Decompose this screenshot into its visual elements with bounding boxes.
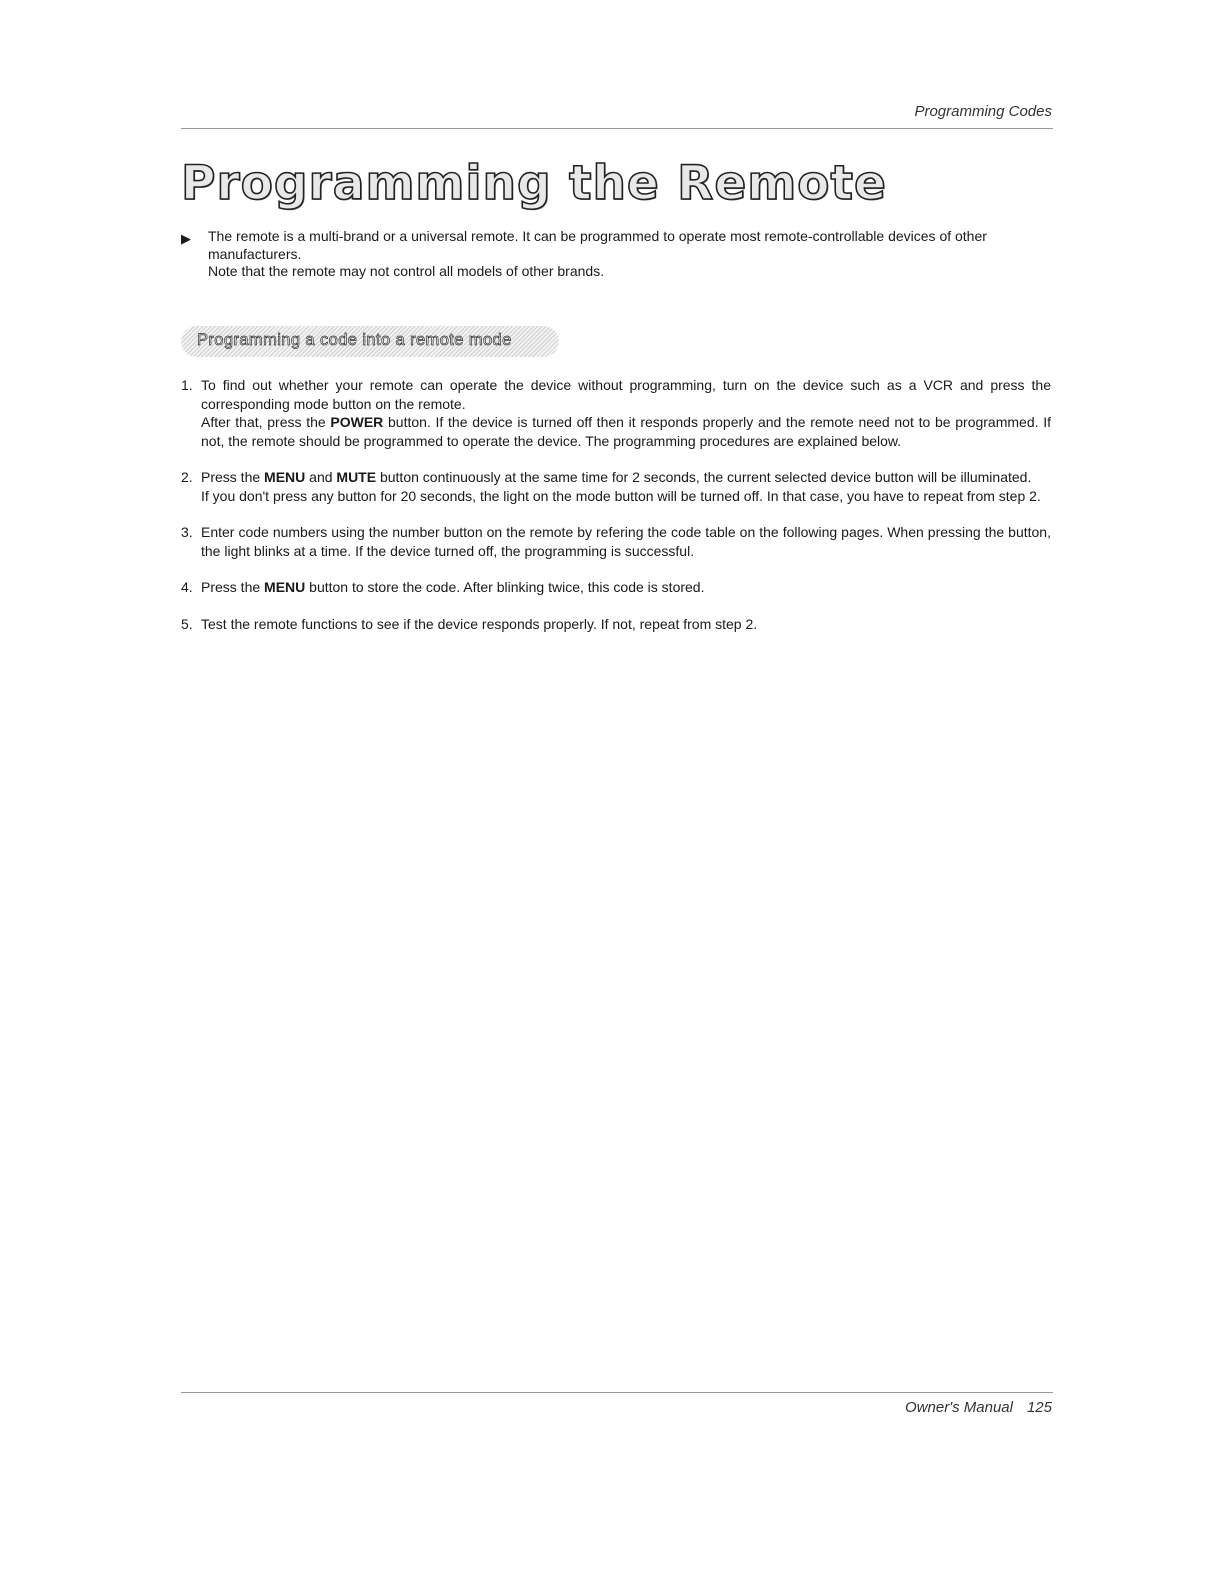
list-item — [181, 523, 1051, 560]
key-name: MENU — [264, 579, 306, 595]
page-footer — [905, 1399, 1052, 1416]
page-number: 125 — [1026, 1399, 1052, 1416]
footer-divider — [181, 1392, 1053, 1393]
subsection-label: Programming a code into a remote mode — [197, 331, 512, 349]
intro-note: Note that the remote may not control all models of other brands. — [208, 263, 605, 279]
step-number: 5. — [181, 615, 193, 632]
step-number: 4. — [181, 579, 193, 595]
list-item — [181, 615, 1051, 634]
intro-line: The remote is a multi-brand or a universal remote. It can be programmed to operate most remote-controllable devices of other manufacturers. — [208, 228, 987, 262]
intro-block — [181, 228, 1041, 281]
key-name: POWER — [330, 414, 384, 430]
steps-list — [181, 376, 1051, 651]
bullet-arrow-icon: ▶ — [181, 231, 191, 246]
footer-manual-title: Owner's Manual — [905, 1399, 1013, 1416]
list-item — [181, 376, 1051, 450]
header-divider — [181, 128, 1053, 129]
step-text: Press the MENU button to store the code. After blinking twice, this code is stored. — [201, 579, 705, 595]
step-text: Test the remote functions to see if the device responds properly. If not, repeat from step 2. — [201, 615, 758, 632]
step-text: After that, press the POWER button. If the device is turned off then it responds properly and the remote need not to be programmed. If not, the remote should be programmed to operate the device. The programming procedures are explained below. — [201, 414, 1052, 449]
step-text: To find out whether your remote can operate the device without programming, turn on the device such as a VCR and press the corresponding mode button on the remote. — [201, 377, 1051, 412]
step-number: 2. — [181, 469, 193, 485]
intro-paragraph — [208, 228, 1041, 281]
step-text: Press the MENU and MUTE button continuously at the same time for 2 seconds, the current selected device button will be illuminated. — [201, 469, 1032, 485]
key-name: MUTE — [336, 469, 377, 485]
step-number: 3. — [181, 524, 193, 540]
step-text: If you don't press any button for 20 seconds, the light on the mode button will be turned off. In that case, you have to repeat from step 2. — [201, 487, 1041, 504]
step-text: Enter code numbers using the number button on the remote by refering the code table on the following pages. When pressing the button, the light blinks at a time. If the device turned off, the programming is successful. — [201, 524, 1051, 559]
step-number: 1. — [181, 377, 193, 393]
running-header: Programming Codes — [914, 103, 1052, 120]
subsection-heading — [181, 326, 559, 357]
list-item — [181, 468, 1051, 505]
key-name: MENU — [264, 469, 306, 485]
list-item — [181, 578, 1051, 597]
page-title: Programming the Remote — [181, 156, 887, 211]
